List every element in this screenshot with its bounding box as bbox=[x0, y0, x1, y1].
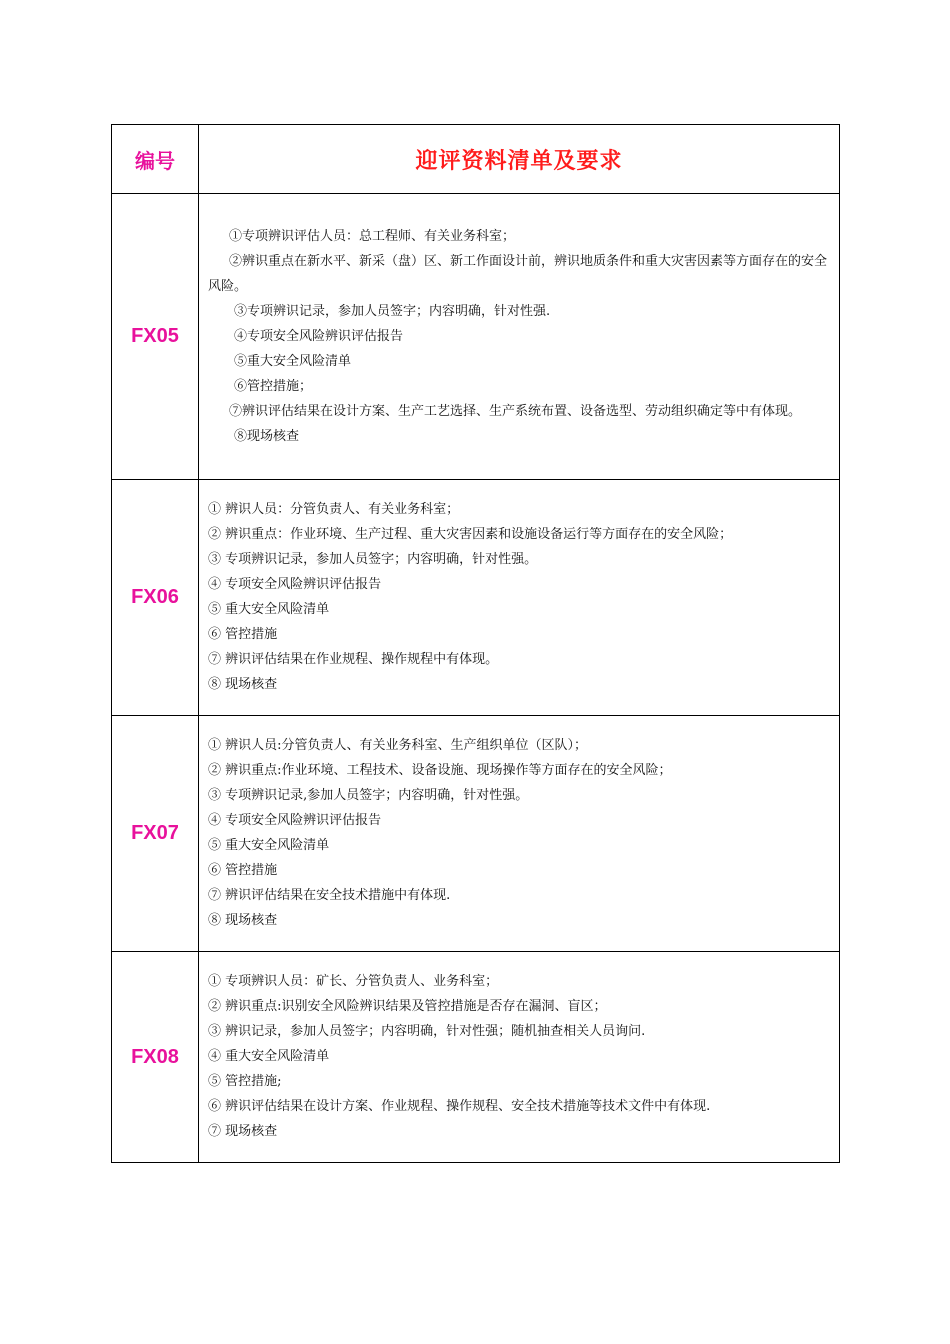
requirement-line: ⑤ 重大安全风险清单 bbox=[208, 838, 330, 853]
table-header-row bbox=[112, 125, 840, 194]
requirement-line: ⑥ 管控措施 bbox=[208, 863, 278, 878]
requirement-line: ④ 专项安全风险辨识评估报告 bbox=[208, 813, 382, 828]
requirement-line: ② 辨识重点：作业环境、生产过程、重大灾害因素和设施设备运行等方面存在的安全风险； bbox=[208, 527, 733, 542]
requirement-line: ⑧ 现场核查 bbox=[208, 913, 278, 928]
requirements-cell bbox=[199, 194, 840, 480]
requirement-line: ⑥管控措施； bbox=[234, 378, 313, 394]
requirement-line: ④ 专项安全风险辨识评估报告 bbox=[208, 577, 382, 592]
row-id: FX08 bbox=[112, 952, 199, 1163]
table-row bbox=[112, 716, 840, 952]
table-row bbox=[112, 952, 840, 1163]
row-id: FX05 bbox=[112, 194, 199, 480]
requirement-line: ③ 专项辨识记录,参加人员签字；内容明确，针对性强。 bbox=[208, 788, 529, 803]
requirement-line: ① 辨识人员：分管负责人、有关业务科室； bbox=[208, 502, 460, 517]
requirements-cell bbox=[199, 716, 840, 952]
requirement-line: ⑤ 管控措施; bbox=[208, 1074, 282, 1089]
requirement-line: ① 辨识人员:分管负责人、有关业务科室、生产组织单位（区队）； bbox=[208, 738, 588, 753]
requirement-line: ⑦辨识评估结果在设计方案、生产工艺选择、生产系统布置、设备选型、劳动组织确定等中有体现。 bbox=[229, 403, 802, 419]
requirement-line: ③专项辨识记录，参加人员签字；内容明确，针对性强. bbox=[234, 303, 551, 319]
requirement-line: ③ 专项辨识记录，参加人员签字；内容明确，针对性强。 bbox=[208, 552, 538, 567]
table-row bbox=[112, 480, 840, 716]
header-id-label: 编号 bbox=[112, 125, 199, 194]
requirement-line: ⑤ 重大安全风险清单 bbox=[208, 602, 330, 617]
requirement-line: ⑥ 管控措施 bbox=[208, 627, 278, 642]
review-materials-table bbox=[111, 124, 840, 1163]
requirement-line: ⑧ 现场核查 bbox=[208, 677, 278, 692]
requirement-line: ③ 辨识记录，参加人员签字；内容明确，针对性强；随机抽查相关人员询问. bbox=[208, 1024, 646, 1039]
table-row bbox=[112, 194, 840, 480]
requirement-line: ⑦ 辨识评估结果在安全技术措施中有体现. bbox=[208, 888, 451, 903]
requirement-line: ⑤重大安全风险清单 bbox=[234, 353, 352, 369]
requirement-line: ① 专项辨识人员：矿长、分管负责人、业务科室； bbox=[208, 974, 499, 989]
requirement-line: ④专项安全风险辨识评估报告 bbox=[234, 328, 404, 344]
row-id: FX07 bbox=[112, 716, 199, 952]
requirement-line: ② 辨识重点:识别安全风险辨识结果及管控措施是否存在漏洞、盲区； bbox=[208, 999, 607, 1014]
requirements-cell bbox=[199, 480, 840, 716]
requirements-cell bbox=[199, 952, 840, 1163]
row-id: FX06 bbox=[112, 480, 199, 716]
requirement-line: ②辨识重点在新水平、新采（盘）区、新工作面设计前，辨识地质条件和重大灾害因素等方面存在的安全风险。 bbox=[208, 253, 828, 294]
requirement-line: ⑥ 辨识评估结果在设计方案、作业规程、操作规程、安全技术措施等技术文件中有体现. bbox=[208, 1099, 711, 1114]
header-title: 迎评资料清单及要求 bbox=[199, 125, 840, 194]
requirement-line: ①专项辨识评估人员：总工程师、有关业务科室； bbox=[229, 228, 516, 244]
requirement-line: ⑦ 辨识评估结果在作业规程、操作规程中有体现。 bbox=[208, 652, 499, 667]
requirement-line: ⑧现场核查 bbox=[234, 428, 300, 444]
requirement-line: ② 辨识重点:作业环境、工程技术、设备设施、现场操作等方面存在的安全风险； bbox=[208, 763, 672, 778]
requirement-line: ⑦ 现场核查 bbox=[208, 1124, 278, 1139]
requirement-line: ④ 重大安全风险清单 bbox=[208, 1049, 330, 1064]
